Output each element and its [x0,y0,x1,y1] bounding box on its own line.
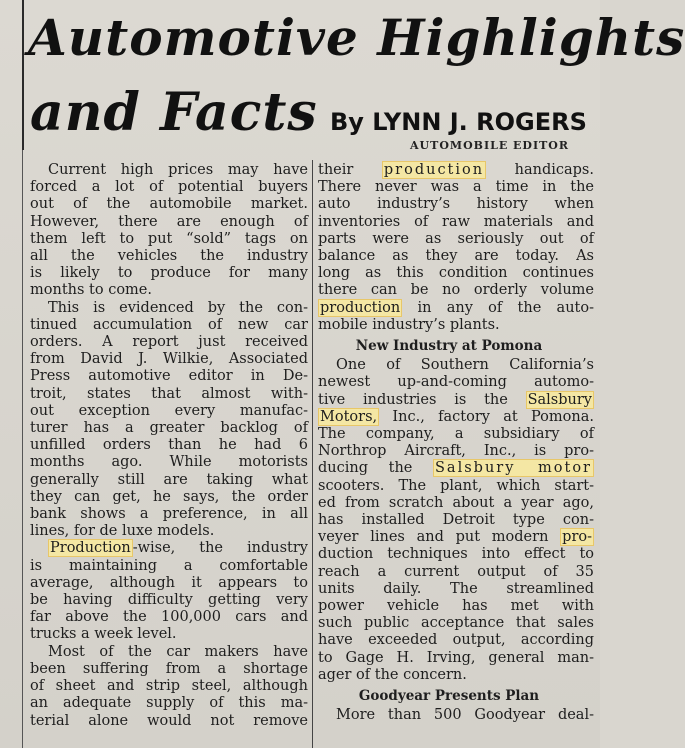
text-fragment: newest up-and-coming automo- [318,374,594,391]
text-line [318,357,594,374]
search-highlight: Salsbury motor [435,460,592,477]
text-fragment: ed from scratch about a year ago, [318,494,594,511]
text-line [30,540,308,557]
text-fragment: of sheet and strip steel, although [30,678,308,695]
text-fragment: One of Southern California’s [336,357,594,374]
text-fragment: out of the automobile market. [30,196,308,213]
text-fragment: inventories of raw materials and [318,213,594,230]
text-fragment: ducing the [318,460,433,477]
text-fragment: Northrop Aircraft, Inc., is pro- [318,443,594,460]
text-fragment: tive industries is the [318,391,526,408]
text-line [318,581,594,598]
column-divider [312,160,313,748]
text-line [30,575,308,592]
text-fragment: be having difficulty getting very [30,592,308,609]
text-fragment: such public acceptance that sales [318,615,594,632]
text-fragment: been suffering from a shortage [30,660,308,677]
search-highlight: Production [50,540,131,557]
text-line [30,437,308,454]
text-fragment: There never was a time in the [318,179,594,196]
text-fragment: forced a lot of potential buyers [30,179,308,196]
search-highlight: Motors, [320,408,378,425]
text-line [30,420,308,437]
text-line [318,615,594,632]
text-fragment: bank shows a preference, in all [30,506,308,523]
text-fragment: has installed Detroit type con- [318,512,594,529]
text-line [318,162,594,179]
search-highlight: Salsbury [527,391,592,408]
text-line [318,426,594,443]
text-line [318,478,594,495]
text-fragment: lines, for de luxe models. [30,523,215,540]
text-line [30,661,308,678]
search-highlight: production [320,299,401,316]
byline-role: AUTOMOBILE EDITOR [410,139,570,152]
text-fragment: their [318,162,382,178]
text-line [30,713,308,730]
text-line [30,695,308,712]
text-fragment: generally still are taking what [30,471,308,488]
text-fragment: Most of the car makers have [48,643,308,660]
text-line [318,392,594,409]
text-line [318,282,594,299]
text-fragment: months to come. [30,282,152,299]
text-line [318,231,594,248]
text-fragment: More than 500 Goodyear deal- [336,707,594,724]
text-fragment: them left to put “sold” tags on [30,230,308,247]
text-line [318,495,594,512]
text-fragment: have exceeded output, according [318,632,594,649]
text-line [30,351,308,368]
text-fragment: is likely to produce for many [30,265,308,282]
text-fragment: all the vehicles the industry [30,248,308,265]
text-line [318,667,594,684]
text-line [30,386,308,403]
text-line [30,472,308,489]
text-fragment: This is evidenced by the con- [48,299,308,316]
text-line [318,265,594,282]
text-fragment: unfilled orders than he had 6 [30,437,308,454]
text-fragment: veyer lines and put modern [318,529,561,546]
text-line [30,300,308,317]
text-fragment: balance as they are today. As [318,248,594,265]
search-highlight: pro- [562,529,592,546]
text-fragment: power vehicle has met with [318,598,594,615]
text-fragment: orders. A report just received [30,334,308,351]
text-line [318,650,594,667]
text-fragment: duction techniques into effect to [318,546,594,563]
text-fragment: handicaps. [486,162,594,178]
text-line [30,196,308,213]
text-line [30,454,308,471]
text-line [318,632,594,649]
text-line [318,529,594,546]
text-line [30,489,308,506]
text-line [318,248,594,265]
text-line [30,678,308,695]
text-line [30,403,308,420]
text-fragment: from David J. Wilkie, Associated [30,351,308,368]
text-line [30,282,308,299]
text-fragment: However, there are enough of [30,213,308,230]
text-line [30,334,308,351]
text-fragment: is maintaining a comfortable [30,557,308,574]
text-fragment: months ago. While motorists [30,454,308,471]
text-fragment: turer has a greater backlog of [30,420,308,437]
text-line [318,196,594,213]
section-subhead: New Industry at Pomona [355,338,543,355]
article-column-right [318,162,594,725]
text-line [318,214,594,231]
text-fragment: there can be no orderly volume [318,282,594,299]
text-fragment: long as this condition continues [318,265,594,282]
text-fragment: Press automotive editor in De- [30,368,308,385]
text-fragment: The company, a subsidiary of [318,426,594,443]
text-line [318,546,594,563]
text-line [318,179,594,196]
text-line [30,626,308,643]
text-line [318,374,594,391]
text-line [30,523,308,540]
text-line [30,214,308,231]
text-line [30,368,308,385]
text-fragment: terial alone would not remove [30,712,308,729]
text-fragment: ager of the concern. [318,666,467,683]
text-line [318,707,594,724]
text-line [318,512,594,529]
text-fragment: reach a current output of 35 [318,563,594,580]
text-fragment: Current high prices may have [48,162,308,178]
text-fragment: parts were as seriously out of [318,230,594,247]
text-fragment: trucks a week level. [30,626,177,643]
text-fragment: units daily. The streamlined [318,580,594,597]
text-line [30,248,308,265]
text-fragment: to Gage H. Irving, general man- [318,649,594,666]
text-fragment: in any of the auto- [402,299,594,316]
text-line [30,317,308,334]
text-fragment: out exception every manufac- [30,402,308,419]
text-line [30,265,308,282]
text-line [30,558,308,575]
text-line [318,443,594,460]
text-fragment: average, although it appears to [30,574,308,591]
text-line [30,162,308,179]
text-fragment: troit, states that almost with- [30,385,308,402]
text-fragment: far above the 100,000 cars and [30,609,308,626]
text-line [30,609,308,626]
headline-line-2: and Facts [30,82,318,143]
text-fragment: mobile industry’s plants. [318,316,500,333]
column-rule-left [22,150,23,748]
text-line [30,231,308,248]
article-column-left [30,162,308,730]
text-line [30,506,308,523]
text-line [318,460,594,477]
text-fragment: Inc., factory at Pomona. [379,408,594,425]
text-fragment: -wise, the industry [132,540,308,557]
text-line [30,592,308,609]
text-line [318,598,594,615]
text-fragment: they can get, he says, the order [30,488,308,505]
byline: By LYNN J. ROGERS [330,108,587,136]
text-line [318,300,594,317]
text-line [318,317,594,334]
column-rule-top [22,0,24,150]
search-highlight: production [383,162,485,178]
section-subhead: Goodyear Presents Plan [358,688,540,705]
text-fragment: tinued accumulation of new car [30,316,308,333]
headline-line-1: Automotive Highlights [28,8,685,67]
text-line [318,409,594,426]
text-fragment: auto industry’s history when [318,196,594,213]
text-fragment: an adequate supply of this ma- [30,695,308,712]
text-line [30,644,308,661]
text-fragment: scooters. The plant, which start- [318,477,594,494]
text-line [30,179,308,196]
text-line [318,564,594,581]
